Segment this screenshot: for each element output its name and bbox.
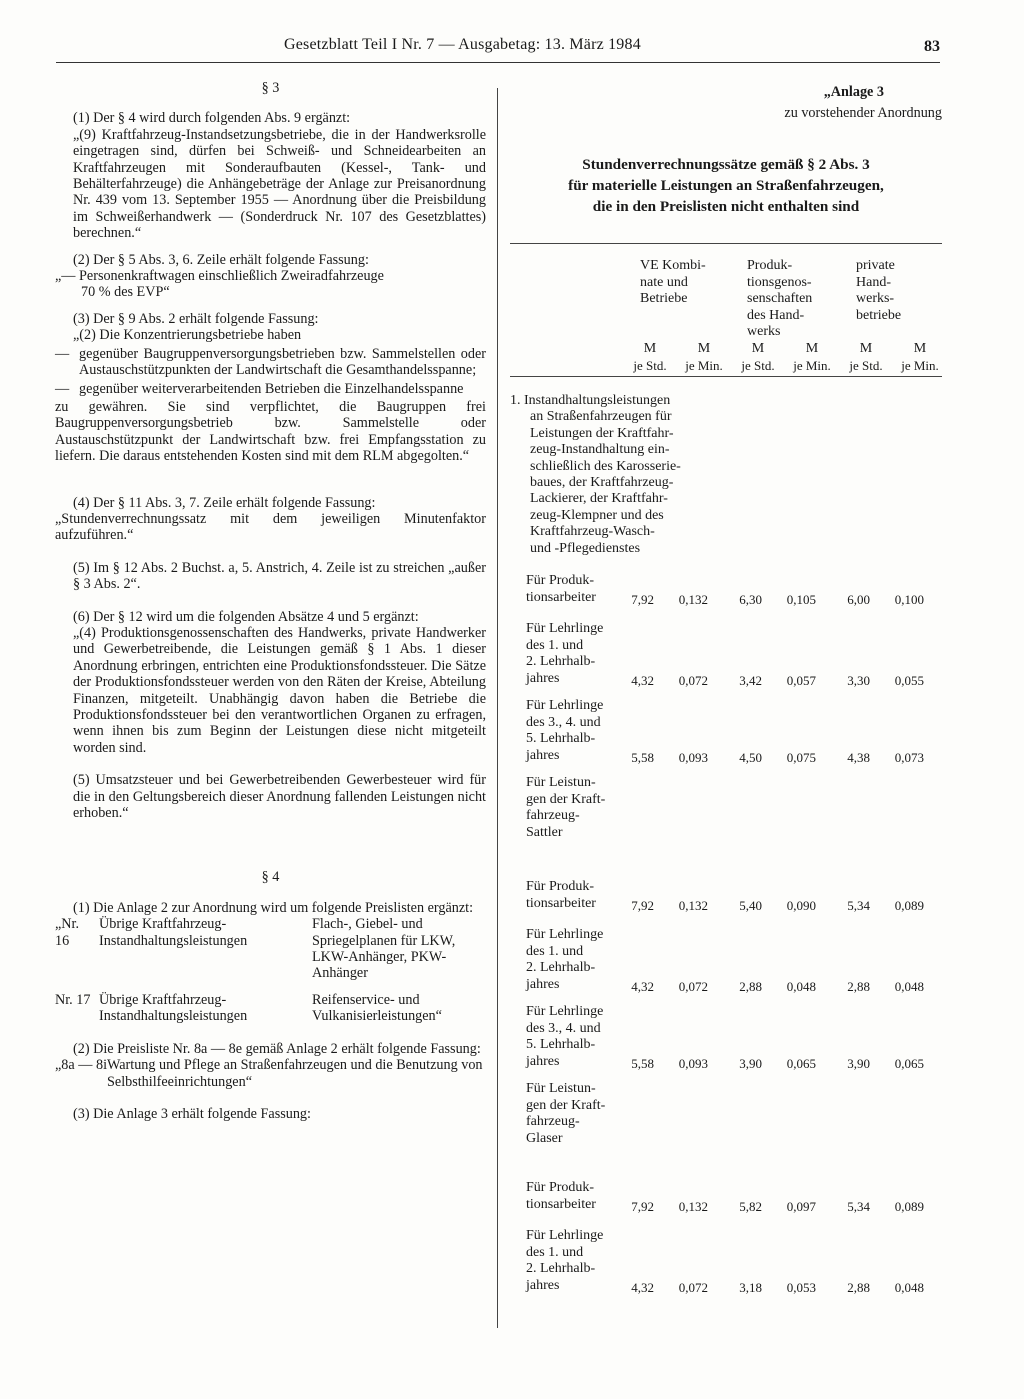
- table-cell: 0,072: [678, 978, 708, 994]
- table-cell: 0,097: [786, 1198, 816, 1214]
- table-heading: [510, 154, 942, 217]
- table-cell: 0,048: [894, 1279, 924, 1295]
- table-cell: 0,048: [894, 978, 924, 994]
- column-header-ve-kombinate-line: Betriebe: [640, 291, 688, 306]
- column-header-private-handwerksbetriebe-line: werks-: [856, 291, 895, 306]
- s3-para-1-quote: „(9) Kraftfahrzeug-Instandsetzungsbetriebe, die in der Handwerksrolle eingetragen sind, dürfen bei Schweiß- und Schneidearbeiten an Kraftfahrzeugen mit Sonderaufbauten (Kessel-, Tank- und Behälterfahrzeuge) die Anhängebeträge der Anlage zur Preisanordnung Nr. 439 vom 13. September 1955 — Anordnung über die Preisbildung im Schweißerhandwerk — (Sonderdruck Nr. 107 des Gesetzblattes) berechnen.“: [73, 126, 486, 242]
- header-title: Gesetzblatt Teil I Nr. 7 — Ausgabetag: 13. März 1984: [284, 36, 641, 53]
- s4-para-2-item: „8a — 8i Wartung und Pflege an Straßenfahrzeugen und die Benutzung von Selbsthilfeeinrichtungen“: [55, 1057, 483, 1090]
- table-cell: 3,18: [739, 1279, 762, 1295]
- table-cell: 0,132: [678, 897, 708, 913]
- table-cell: 2,88: [847, 1279, 870, 1295]
- s3-para-6-quote-5: (5) Umsatzsteuer und bei Gewerbetreibenden Gewerbesteuer wird für die in den Geltungsbereich dieser Anordnung fallenden Leistungen nicht erhoben.“: [73, 772, 486, 822]
- column-header-private-handwerksbetriebe: [856, 258, 901, 324]
- table-cell: 0,073: [894, 749, 924, 765]
- table-heading-line-2: für materielle Leistungen an Straßenfahrzeugen,: [568, 177, 884, 194]
- table-cell: 0,057: [786, 672, 816, 688]
- table-cell: 5,58: [631, 1055, 654, 1071]
- table-cell: 4,32: [631, 978, 654, 994]
- table-cell: 4,50: [739, 749, 762, 765]
- table-cell: 5,58: [631, 749, 654, 765]
- unit-header-per-hour: M je Std.: [633, 341, 667, 373]
- s3-para-3-tail: zu gewähren. Sie sind verpflichtet, die Baugruppen frei Baugruppenversorgungsbetrieb bzw. Sammelstelle oder Austauschstützpunkt der Landwirtschaft bzw. frei Empfangsstation zu liefern. Die daraus entstehenden Kosten sind mit dem RLM abgegolten.“: [55, 398, 486, 465]
- table-cell: 0,065: [894, 1055, 924, 1071]
- table-heading-line-3: die in den Preislisten nicht enthalten sind: [592, 198, 860, 215]
- s3-para-2-quote-a: „— Personenkraftwagen einschließlich Zweiradfahrzeuge: [55, 268, 384, 285]
- table-cell: 2,88: [847, 978, 870, 994]
- section-4-title: § 4: [261, 869, 280, 886]
- s3-para-3: (3) Der § 9 Abs. 2 erhält folgende Fassung:: [73, 310, 319, 327]
- table-header-rule: [510, 376, 942, 377]
- table-cell: 5,40: [739, 897, 762, 913]
- table-cell: 5,34: [847, 1198, 870, 1214]
- column-header-produktionsgenossenschaften-line: werks: [747, 324, 781, 339]
- s4-para-2: (2) Die Preisliste Nr. 8a — 8e gemäß Anlage 2 erhält folgende Fassung:: [73, 1040, 481, 1057]
- column-header-ve-kombinate-line: nate und: [640, 274, 688, 290]
- table-row-label: Für Produk- tionsarbeiter: [526, 573, 596, 605]
- table-row-label: Für Lehrlinge des 3., 4. und 5. Lehrhalb- jahres: [526, 698, 604, 763]
- table-row-label: Für Lehrlinge des 1. und 2. Lehrhalb- jahres: [526, 1228, 604, 1293]
- right-column: [510, 84, 942, 1295]
- s3-para-1: (1) Der § 4 wird durch folgenden Abs. 9 ergänzt:: [73, 110, 351, 127]
- unit-header-per-hour: M je Std.: [849, 341, 883, 373]
- column-header-private-handwerksbetriebe-line: betriebe: [856, 307, 902, 323]
- header-rule: [56, 62, 940, 63]
- s3-para-6: (6) Der § 12 wird um die folgenden Absätze 4 und 5 ergänzt:: [73, 608, 419, 625]
- table-row-label: Für Lehrlinge des 3., 4. und 5. Lehrhalb- jahres: [526, 1004, 604, 1069]
- table-group-1-title: 1. Instandhaltungsleistungen an Straßenfahrzeugen für Leistungen der Kraftfahr- zeug-Instandhaltung ein- schließlich des Karosserie- baues, der Kraftfahrzeug- Lackierer, der Kraftfahr- zeug-Klempner und des Kraftfahrzeug-Wasch- und -Pflegedienstes: [510, 393, 681, 556]
- table-row-label: Für Leistun- gen der Kraft- fahrzeug- Sattler: [526, 775, 606, 840]
- table-cell: 0,093: [678, 1055, 708, 1071]
- table-cell: 0,072: [678, 672, 708, 688]
- column-header-private-handwerksbetriebe-line: private: [856, 258, 895, 273]
- table-cell: 5,34: [847, 897, 870, 913]
- table-cell: 6,00: [847, 591, 870, 607]
- table-row-label: Für Lehrlinge des 1. und 2. Lehrhalb- jahres: [526, 927, 604, 992]
- column-header-produktionsgenossenschaften-line: senschaften: [747, 291, 813, 306]
- table-row-label: Für Produk- tionsarbeiter: [526, 879, 596, 911]
- table-cell: 0,065: [786, 1055, 816, 1071]
- table-cell: 6,30: [739, 591, 762, 607]
- table-column-headers: [510, 244, 942, 340]
- table-cell: 0,075: [786, 749, 816, 765]
- table-cell: 4,32: [631, 672, 654, 688]
- table-cell: 7,92: [631, 591, 654, 607]
- table-cell: 7,92: [631, 1198, 654, 1214]
- table-cell: 7,92: [631, 897, 654, 913]
- table-cell: 0,048: [786, 978, 816, 994]
- column-header-private-handwerksbetriebe-line: Hand-: [856, 274, 891, 290]
- column-header-produktionsgenossenschaften-line: des Hand-: [747, 307, 805, 323]
- table-cell: 4,38: [847, 749, 870, 765]
- unit-header-per-minute: M je Min.: [901, 341, 939, 373]
- s4-para-3: (3) Die Anlage 3 erhält folgende Fassung:: [73, 1105, 311, 1122]
- s3-dash-item-2: — gegenüber weiterverarbeitenden Betrieben die Einzelhandelsspanne: [55, 380, 464, 397]
- table-units-row: [510, 340, 942, 376]
- table-cell: 3,90: [847, 1055, 870, 1071]
- table-cell: 3,42: [739, 672, 762, 688]
- table-cell: 0,105: [786, 591, 816, 607]
- unit-header-per-minute: M je Min.: [685, 341, 723, 373]
- table-cell: 3,90: [739, 1055, 762, 1071]
- column-header-ve-kombinate-line: VE Kombi-: [640, 258, 706, 273]
- unit-header-per-hour: M je Std.: [741, 341, 775, 373]
- anlage-title: „Anlage 3: [823, 84, 884, 100]
- table-cell: 0,100: [894, 591, 924, 607]
- table-cell: 3,30: [847, 672, 870, 688]
- table-cell: 0,053: [786, 1279, 816, 1295]
- table-cell: 2,88: [739, 978, 762, 994]
- s3-para-2: (2) Der § 5 Abs. 3, 6. Zeile erhält folgende Fassung:: [73, 251, 369, 268]
- table-cell: 0,132: [678, 1198, 708, 1214]
- page-number: 83: [924, 38, 940, 55]
- s3-para-5: (5) Im § 12 Abs. 2 Buchst. a, 5. Anstrich, 4. Zeile ist zu streichen „außer § 3 Abs. 2“.: [73, 559, 486, 593]
- table-cell: 4,32: [631, 1279, 654, 1295]
- s3-para-4-quote: „Stundenverrechnungssatz mit dem jeweiligen Minutenfaktor aufzuführen.“: [55, 510, 486, 544]
- table-row-label: Für Produk- tionsarbeiter: [526, 1180, 596, 1212]
- anlage-subtitle: zu vorstehender Anordnung: [784, 105, 942, 121]
- left-column: [55, 80, 486, 1122]
- s3-para-6-quote-4: „(4) Produktionsgenossenschaften des Handwerks, private Handwerker und Gewerbetreibende, die Leistungen gemäß § 1 Abs. 1 dieser Anordnung erbringen, entrichten eine Produktionsfondssteuer. Die Sätze der Produktionsfondssteuer werden von den Räten der Kreise, Abteilung Finanzen, mitgeteilt. Unabhängig davon haben die Betriebe die Produktionsfondssteuer bei den verantwortlichen Organen zu erfragen, wenn ihnen bis zum Beginn der Leistungen diese nicht mitgeteilt worden sind.: [73, 624, 486, 756]
- table-cell: 0,089: [894, 1198, 924, 1214]
- table-cell: 0,090: [786, 897, 816, 913]
- unit-header-per-minute: M je Min.: [793, 341, 831, 373]
- section-3-title: § 3: [261, 80, 280, 96]
- s3-dash-item-1: — gegenüber Baugruppenversorgungsbetrieben bzw. Sammelstellen oder Austauschstützpunkten der Landwirtschaft die Gesamthandelsspanne;: [55, 345, 486, 379]
- table-row-label: Für Leistun- gen der Kraft- fahrzeug- Glaser: [526, 1081, 606, 1146]
- table-cell: 0,055: [894, 672, 924, 688]
- column-header-produktionsgenossenschaften: [747, 258, 812, 341]
- table-heading-line-1: Stundenverrechnungssätze gemäß § 2 Abs. 3: [582, 156, 870, 173]
- s4-list-item-17: Nr. 17 Übrige Kraftfahrzeug-Instandhaltungsleistungen Reifenservice- und Vulkanisierleistungen“: [55, 991, 442, 1025]
- s3-para-2-quote-b: 70 % des EVP“: [81, 284, 170, 301]
- s4-list-item-16: „Nr. 16 Übrige Kraftfahrzeug-Instandhaltungsleistungen Flach-, Giebel- und Spriegelplanen für LKW, LKW-Anhänger, PKW-Anhänger: [55, 916, 456, 982]
- table-cell: 0,089: [894, 897, 924, 913]
- table-cell: 0,072: [678, 1279, 708, 1295]
- table-cell: 0,093: [678, 749, 708, 765]
- table-cell: 0,132: [678, 591, 708, 607]
- s4-para-1: (1) Die Anlage 2 zur Anordnung wird um folgende Preislisten ergänzt:: [73, 899, 474, 916]
- column-divider: [497, 88, 498, 1328]
- table-cell: 5,82: [739, 1198, 762, 1214]
- table-row-label: Für Lehrlinge des 1. und 2. Lehrhalb- jahres: [526, 621, 604, 686]
- column-header-produktionsgenossenschaften-line: tionsgenos-: [747, 274, 812, 290]
- column-header-produktionsgenossenschaften-line: Produk-: [747, 258, 793, 273]
- s3-para-3-lead: „(2) Die Konzentrierungsbetriebe haben: [73, 327, 302, 344]
- s3-para-4: (4) Der § 11 Abs. 3, 7. Zeile erhält folgende Fassung:: [73, 494, 376, 511]
- column-header-ve-kombinate: [640, 258, 706, 308]
